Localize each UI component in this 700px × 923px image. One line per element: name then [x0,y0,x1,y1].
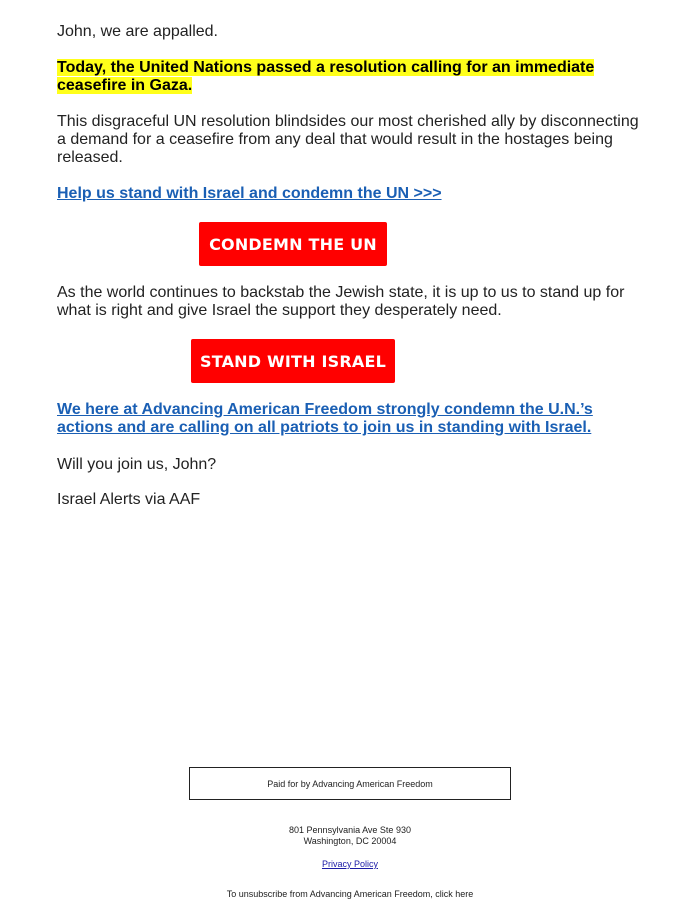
privacy-policy-link[interactable]: Privacy Policy [321,859,378,869]
address-line-1: 801 Pennsylvania Ave Ste 930 [289,825,411,835]
mailing-address [0,825,700,847]
greeting: John, we are appalled. [57,23,218,40]
unsubscribe-text[interactable]: To unsubscribe from Advancing American Freedom, click here [226,889,474,899]
paragraph-resolution: This disgraceful UN resolution blindsides our most cherished ally by disconnecting a demand for a ceasefire from any deal that would result in the hostages being released. [57,113,639,166]
signature: Israel Alerts via AAF [57,491,201,508]
stand-with-israel-link[interactable]: Help us stand with Israel and condemn the UN >>> [57,185,442,202]
condemn-statement-link[interactable]: We here at Advancing American Freedom strongly condemn the U.N.’s actions and are calling on all patriots to join us in standing with Israel. [57,401,593,436]
address-line-2: Washington, DC 20004 [303,836,397,846]
headline [57,59,647,95]
join-question: Will you join us, John? [57,456,217,473]
condemn-the-un-button[interactable]: CONDEMN THE UN [199,222,387,266]
paid-for-text: Paid for by Advancing American Freedom [267,778,433,789]
paragraph-backstab: As the world continues to backstab the Jewish state, it is up to us to stand up for what is right and give Israel the support they desperately need. [57,284,625,319]
paid-for-box [189,767,511,800]
headline-highlight: Today, the United Nations passed a resolution calling for an immediate ceasefire in Gaza. [57,59,595,94]
stand-with-israel-button[interactable]: STAND WITH ISRAEL [191,339,395,383]
